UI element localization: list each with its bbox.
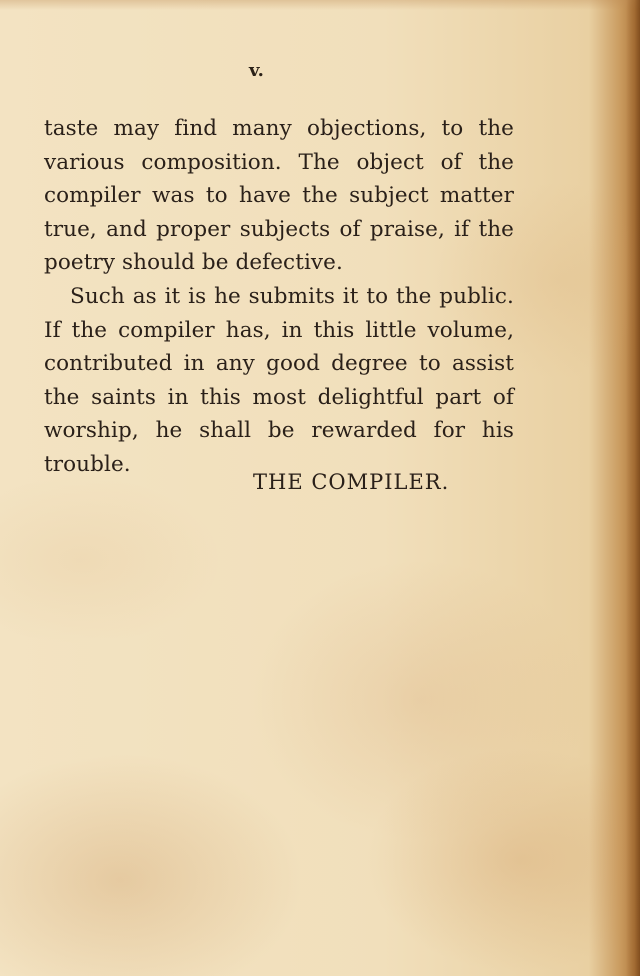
- text-line: the saints in this most delightful part of: [44, 384, 514, 410]
- text-line: worship, he shall be rewarded for his: [44, 418, 514, 444]
- text-line: If the compiler has, in this little volume,: [44, 317, 514, 343]
- text-line: Such as it is he submits it to the public.: [70, 283, 514, 309]
- text-line: contributed in any good degree to assist: [44, 351, 514, 377]
- text-line: various composition. The object of the: [44, 149, 514, 175]
- page-top-edge: [0, 0, 640, 10]
- text-line: true, and proper subjects of praise, if the: [44, 216, 514, 242]
- text-line: taste may find many objections, to the: [44, 116, 514, 141]
- paragraph-1: [44, 112, 514, 280]
- page-edge-shadow: [626, 0, 640, 976]
- text-line: compiler was to have the subject matter: [44, 183, 514, 209]
- paragraph-2: [44, 280, 514, 482]
- text-line: poetry should be defective.: [44, 250, 343, 276]
- signature: THE COMPILER.: [253, 470, 450, 494]
- page-number: v.: [249, 60, 264, 81]
- preface-text: [44, 112, 514, 482]
- text-line: trouble.: [44, 451, 131, 477]
